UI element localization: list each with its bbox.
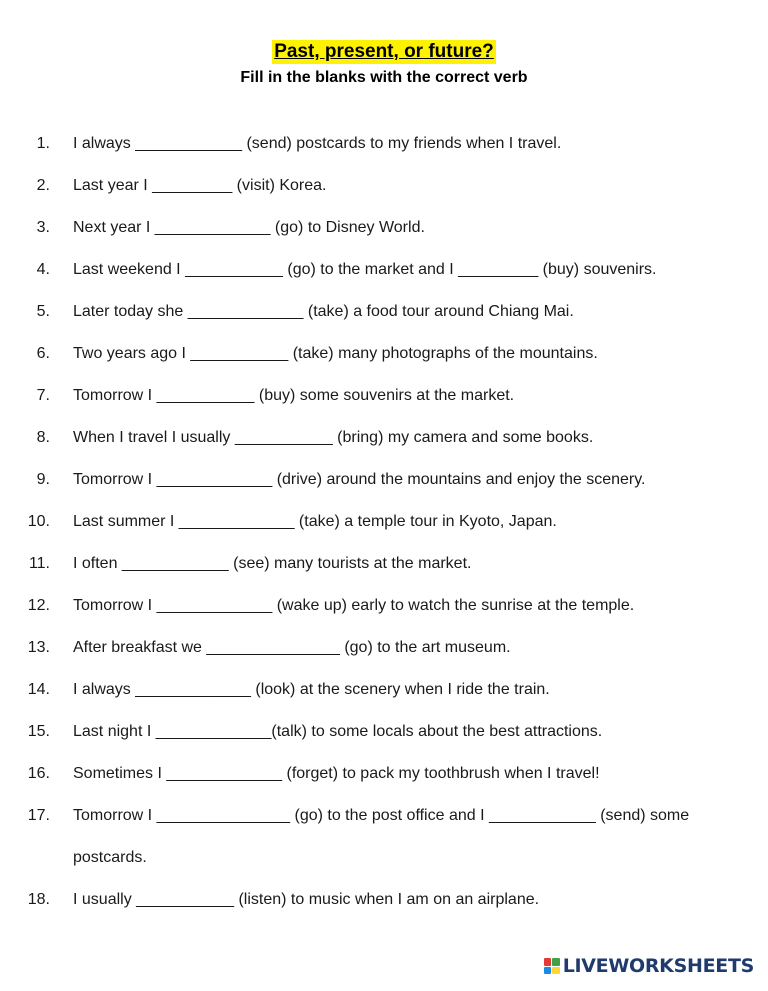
exercise-item	[0, 552, 768, 594]
item-number: 6.	[36, 345, 50, 362]
item-sentence: Last weekend I ___________ (go) to the market and I _________ (buy) souvenirs.	[73, 261, 657, 278]
item-number: 12.	[27, 597, 50, 614]
exercise-item	[0, 678, 768, 720]
exercise-item	[0, 132, 768, 174]
item-sentence: Two years ago I ___________ (take) many photographs of the mountains.	[73, 345, 598, 362]
item-number: 5.	[36, 303, 50, 320]
exercise-item	[0, 426, 768, 468]
exercise-item	[0, 720, 768, 762]
liveworksheets-grid-icon	[544, 958, 560, 974]
item-number: 4.	[36, 261, 50, 278]
logo-wordmark: LIVEWORKSHEETS	[562, 955, 754, 977]
item-sentence: Last night I _____________(talk) to some locals about the best attractions.	[73, 723, 603, 740]
item-number: 7.	[36, 387, 50, 404]
item-sentence: I often ____________ (see) many tourists at the market.	[73, 555, 472, 572]
item-sentence: Tomorrow I _______________ (go) to the post office and I ____________ (send) some postcards.	[73, 807, 694, 866]
item-number: 15.	[27, 723, 50, 740]
exercise-item	[0, 216, 768, 258]
item-number: 3.	[36, 219, 50, 236]
item-sentence: After breakfast we _______________ (go) to the art museum.	[73, 639, 511, 656]
exercise-item	[0, 594, 768, 636]
item-sentence: Next year I _____________ (go) to Disney World.	[73, 219, 425, 236]
liveworksheets-logo	[544, 953, 754, 979]
exercise-item	[0, 258, 768, 300]
exercise-item	[0, 468, 768, 510]
item-number: 8.	[36, 429, 50, 446]
exercise-list	[0, 132, 768, 930]
item-sentence: When I travel I usually ___________ (bring) my camera and some books.	[73, 429, 594, 446]
item-number: 1.	[36, 135, 50, 152]
exercise-item	[0, 342, 768, 384]
exercise-item	[0, 510, 768, 552]
exercise-item	[0, 636, 768, 678]
worksheet-title: Past, present, or future?	[274, 41, 494, 62]
exercise-item	[0, 384, 768, 426]
item-sentence: I always _____________ (look) at the scenery when I ride the train.	[73, 681, 550, 698]
item-sentence: Tomorrow I _____________ (drive) around the mountains and enjoy the scenery.	[73, 471, 646, 488]
item-sentence: I usually ___________ (listen) to music when I am on an airplane.	[73, 891, 540, 908]
worksheet-header	[0, 40, 768, 88]
item-number: 10.	[27, 513, 50, 530]
item-sentence: Tomorrow I _____________ (wake up) early to watch the sunrise at the temple.	[73, 597, 635, 614]
item-number: 9.	[36, 471, 50, 488]
item-number: 11.	[28, 555, 50, 572]
item-number: 14.	[27, 681, 50, 698]
exercise-item	[0, 174, 768, 216]
item-number: 18.	[27, 891, 50, 908]
item-number: 2.	[36, 177, 50, 194]
item-number: 17.	[27, 807, 50, 824]
item-sentence: Sometimes I _____________ (forget) to pack my toothbrush when I travel!	[73, 765, 600, 782]
worksheet-instructions: Fill in the blanks with the correct verb	[240, 69, 528, 86]
exercise-item	[0, 804, 768, 888]
item-sentence: Last year I _________ (visit) Korea.	[73, 177, 327, 194]
item-number: 16.	[27, 765, 50, 782]
exercise-item	[0, 300, 768, 342]
item-sentence: Later today she _____________ (take) a food tour around Chiang Mai.	[73, 303, 574, 320]
item-sentence: I always ____________ (send) postcards to my friends when I travel.	[73, 135, 562, 152]
item-number: 13.	[27, 639, 50, 656]
item-sentence: Last summer I _____________ (take) a temple tour in Kyoto, Japan.	[73, 513, 557, 530]
exercise-item	[0, 888, 768, 930]
item-sentence: Tomorrow I ___________ (buy) some souvenirs at the market.	[73, 387, 515, 404]
